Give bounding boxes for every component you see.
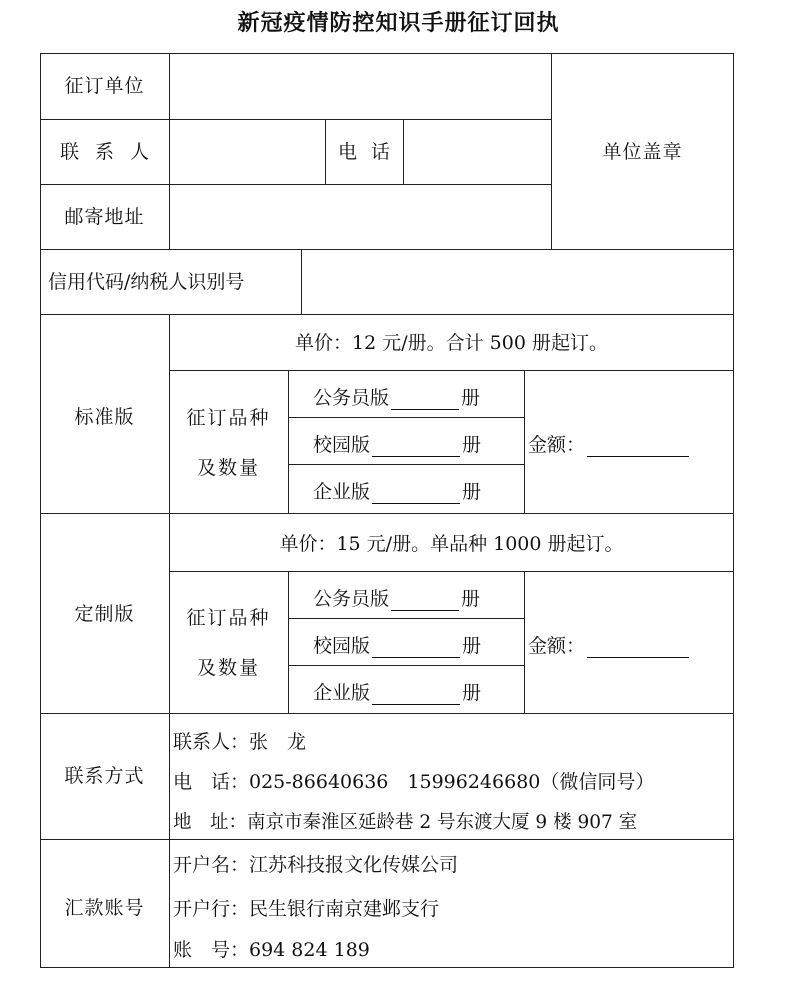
col-divider bbox=[403, 119, 404, 184]
unit-label: 征订单位 bbox=[64, 75, 145, 97]
account-number: 账 号：694 824 189 bbox=[173, 939, 370, 961]
row-divider bbox=[288, 417, 524, 418]
col-divider bbox=[301, 249, 302, 314]
custom-edition-label: 定制版 bbox=[74, 603, 135, 625]
quantity-blank[interactable] bbox=[372, 438, 460, 457]
custom-price-text: 单价：15 元/册。单品种 1000 册起订。 bbox=[279, 533, 624, 555]
stamp-label: 单位盖章 bbox=[602, 141, 683, 163]
contact-person: 联系人：张 龙 bbox=[173, 731, 307, 753]
document-title: 新冠疫情防控知识手册征订回执 bbox=[237, 11, 560, 36]
std-item-enterprise: 企业版 册 bbox=[313, 481, 482, 503]
address-label: 邮寄地址 bbox=[64, 206, 145, 228]
contact-address: 地 址：南京市秦淮区延龄巷 2 号东渡大厦 9 楼 907 室 bbox=[173, 812, 638, 833]
row-divider bbox=[40, 249, 734, 250]
row-divider bbox=[169, 571, 734, 572]
custom-amount: 金额： bbox=[528, 634, 691, 658]
std-item-civil-servant: 公务员版 册 bbox=[313, 387, 481, 409]
variety-label: 征订品种 bbox=[186, 407, 271, 429]
std-amount: 金额： bbox=[528, 433, 691, 457]
row-divider bbox=[288, 464, 524, 465]
custom-item-campus: 校园版 册 bbox=[313, 635, 482, 657]
quantity-blank[interactable] bbox=[372, 485, 460, 504]
std-item-campus: 校园版 册 bbox=[313, 434, 482, 456]
row-divider bbox=[288, 665, 524, 666]
custom-item-enterprise: 企业版 册 bbox=[313, 682, 482, 704]
bank-name: 开户行：民生银行南京建邺支行 bbox=[173, 898, 440, 920]
account-name: 开户名：江苏科技报文化传媒公司 bbox=[173, 854, 459, 876]
phone-label: 电 话 bbox=[337, 141, 391, 163]
row-divider bbox=[40, 119, 551, 120]
col-divider bbox=[288, 571, 289, 713]
quantity-label: 及数量 bbox=[196, 657, 260, 679]
row-divider bbox=[40, 513, 734, 514]
quantity-blank[interactable] bbox=[372, 686, 460, 705]
row-divider bbox=[40, 839, 734, 840]
quantity-blank[interactable] bbox=[372, 639, 460, 658]
col-divider bbox=[524, 571, 525, 713]
variety-label: 征订品种 bbox=[186, 607, 271, 629]
quantity-blank[interactable] bbox=[391, 391, 459, 410]
remittance-account-label: 汇款账号 bbox=[64, 897, 145, 919]
contact-person-label: 联 系 人 bbox=[59, 141, 150, 163]
tax-id-label: 信用代码/纳税人识别号 bbox=[48, 271, 245, 293]
row-divider bbox=[40, 314, 734, 315]
standard-edition-label: 标准版 bbox=[74, 406, 135, 428]
row-divider bbox=[40, 184, 551, 185]
standard-price-text: 单价：12 元/册。合计 500 册起订。 bbox=[295, 332, 608, 354]
row-divider bbox=[169, 370, 734, 371]
col-divider bbox=[288, 370, 289, 513]
contact-phone: 电 话：025-86640636 15996246680（微信同号） bbox=[173, 771, 655, 793]
col-divider bbox=[169, 53, 170, 249]
col-divider bbox=[524, 370, 525, 513]
custom-item-civil-servant: 公务员版 册 bbox=[313, 588, 481, 610]
row-divider bbox=[288, 618, 524, 619]
quantity-label: 及数量 bbox=[196, 457, 260, 479]
row-divider bbox=[40, 713, 734, 714]
contact-method-label: 联系方式 bbox=[64, 765, 145, 787]
quantity-blank[interactable] bbox=[391, 592, 459, 611]
amount-blank[interactable] bbox=[587, 639, 689, 658]
amount-blank[interactable] bbox=[587, 438, 689, 457]
